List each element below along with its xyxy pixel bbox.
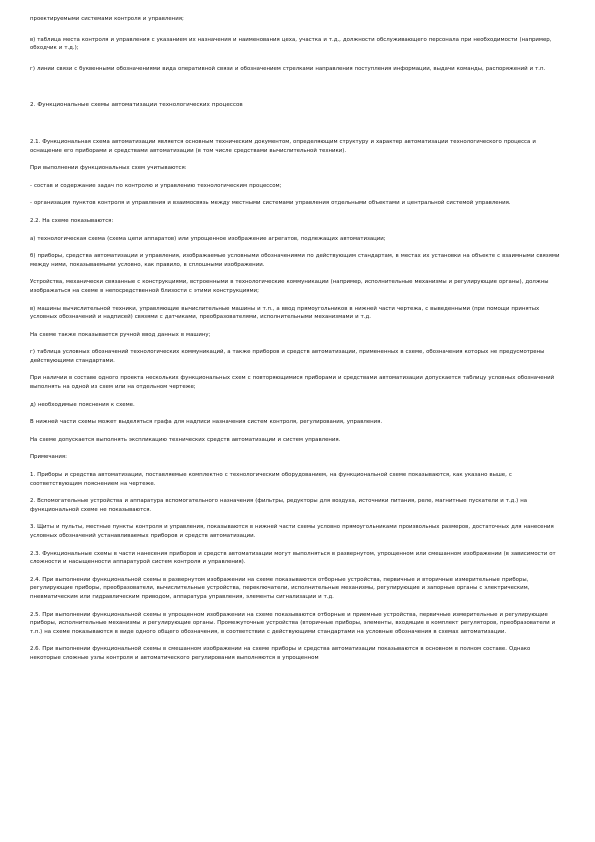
- list-item: - состав и содержание задач по контролю и управлению технологическим процессом;: [30, 182, 282, 189]
- paragraph-considerations: При выполнении функциональных схем учитываются:: [30, 165, 187, 172]
- document-page: [30, 15, 560, 663]
- note-3: 3. Щиты и пульты, местные пункты контроля и управления, показываются в нижней части схемы условно прямоугольниками произвольных размеров, достаточных для нанесения условных обозначений устанавливаемых приборов и средств автоматизации.: [30, 524, 554, 539]
- note-2: 2. Вспомогательные устройства и аппаратура вспомогательного назначения (фильтры, редукторы для воздуха, источники питания, реле, магнитные пускатели и т.д.) на функциональной схеме не показываются.: [30, 498, 528, 513]
- paragraph-item-g: г) линии связи с буквенными обозначениями вида оперативной связи и обозначением стрелками направления поступления информации, выдачи команды, распоряжений и т.п.: [30, 65, 546, 72]
- paragraph-2-5: 2.5. При выполнении функциональной схемы в упрощенном изображении на схеме показываются отборные и приемные устройства, первичные измерительные и регулирующие приборы, исполнительные механизмы и регулирующие органы. Промежуточные устройства (вторичные приборы, элементы, входящие в комплект регуляторов, преобразователи и т.п.) на схеме показываются в виде одного общего обозначения, в соответствии с действующими стандартами на условные обозначения в схемах автоматизации.: [30, 611, 556, 635]
- paragraph-devices: Устройства, механически связанные с конструкциями, встроенными в технологические коммуникации (например, исполнительные механизмы и регулирующие органы), должны изображаться на схеме в непосредственной близости с этими конструкциями;: [30, 279, 549, 294]
- paragraph-multiple-schemes: При наличии в составе одного проекта нескольких функциональных схем с повторяющимися приборами и средствами автоматизации допускается таблицу условных обозначений выполнять на одной из схем или на отдельном чертеже;: [30, 375, 555, 391]
- paragraph-2-3: 2.3. Функциональные схемы в части нанесения приборов и средств автоматизации могут выполняться в развернутом, упрощенном или смешанном изображении (в зависимости от сложности и насыщенности аппаратурой систем контроля и управления).: [30, 550, 556, 566]
- section-heading: 2. Функциональные схемы автоматизации технологических процессов: [30, 102, 243, 109]
- notes-heading: Примечания:: [30, 454, 67, 461]
- note-1: 1. Приборы и средства автоматизации, поставляемые комплектно с технологическим оборудованием, на функциональной схеме показываются, как указано выше, с соответствующим пояснением на чертеже.: [30, 472, 512, 487]
- paragraph-2-6: 2.6. При выполнении функциональной схемы в смешанном изображении на схеме приборы и средства автоматизации показываются в основном в полном составе. Однако некоторые сложные узлы контроля и автоматического регулирования выполняются в упрощенном: [30, 646, 531, 661]
- paragraph-item-g2: г) таблица условных обозначений технологических коммуникаций, а также приборов и средств автоматизации, примененных в схеме, обозначения которых не предусмотрены действующими стандартами.: [30, 349, 545, 364]
- list-item: - организация пунктов контроля и управления и взаимосвязь между местными системами управления отдельными объектами и центральной системой управления.: [30, 200, 511, 207]
- paragraph-item-b: б) приборы, средства автоматизации и управления, изображаемые условными обозначениями по действующим стандартам, в местах их установки на объекте с взаимными связями между ними, показываемыми условно, как правило, в сплошными изображении.: [30, 253, 560, 268]
- paragraph-2-2: 2.2. На схеме показываются:: [30, 217, 114, 224]
- paragraph-item-d: д) необходимые пояснения к схеме.: [30, 401, 135, 408]
- paragraph-item-v: в) таблица места контроля и управления с указанием их назначения и наименования цеха, участка и т.д., должности обслуживающего персонала при необходимости (например, обходчик и т.д.);: [30, 36, 552, 52]
- paragraph-item-v2: в) машины вычислительной техники, управляющие вычислительные машины и т.п., а ввод прямоугольников в нижней части чертежа, с выведенными (при помощи принятых условных обозначений и надписей) связями с датчиками, преобразователями, исполнительными механизмами и т.д.: [30, 305, 540, 321]
- paragraph-2-4: 2.4. При выполнении функциональной схемы в развернутом изображении на схеме показываются отборные устройства, первичные и вторичные измерительные приборы, регулирующие приборы, преобразователи, вычислительные устройства, переключатели, исполнительные механизмы, регулирующие и запорные органы с электрическим, пневматическим или гидравлическим приводом, аппаратура управления, элементы сигнализации и т.д.: [30, 576, 530, 600]
- paragraph-2-1: 2.1. Функциональная схема автоматизации является основным техническим документом, определяющим структуру и характер автоматизации технологического процесса и оснащение его приборами и средствами автоматизации (в том числе средствами вычислительной техники).: [30, 138, 536, 154]
- paragraph-bottom-column: В нижней части схемы может выделяться графа для надписи назначения систем контроля, регулирования, управления.: [30, 419, 383, 426]
- paragraph-item-a: а) технологическая схема (схема цепи аппаратов) или упрощенное изображение агрегатов, подлежащих автоматизации;: [30, 235, 386, 242]
- paragraph-intro-end: проектируемыми системами контроля и управления;: [30, 16, 184, 22]
- paragraph-manual-input: На схеме также показывается ручной ввод данных в машину;: [30, 331, 211, 338]
- paragraph-explication: На схеме допускается выполнять экспликацию технических средств автоматизации и систем управления.: [30, 436, 341, 443]
